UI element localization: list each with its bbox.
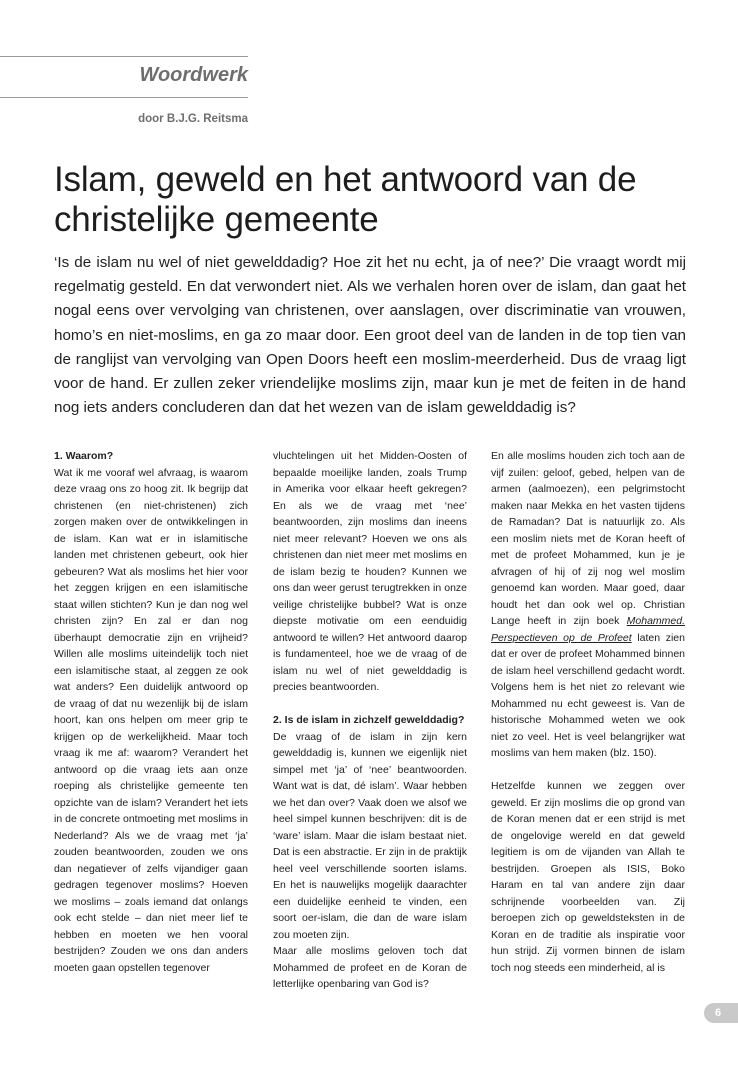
article-title: Islam, geweld en het antwoord van de christelijke gemeente: [54, 160, 637, 239]
body-paragraph: [491, 448, 685, 762]
body-paragraph: vluchtelingen uit het Midden-Oosten of bepaalde moeilijke landen, zoals Trump in Amerika voor elkaar heeft gekregen? En als we de vraag met ‘nee’ beantwoorden, zijn moslims dan ineens niet meer relevant? Hoeven we ons als christenen dan niet meer met moslims en de islam bezig te houden? Kunnen we ons dan weer gerust terugtrekken in onze veilige christelijke bubbel? Wat is onze diepste motivatie om een eenduidig antwoord te willen? Het antwoord daarop is fundamenteel, hoe we de vraag of de islam nu wel of niet gewelddadig is precies beantwoorden.: [273, 450, 467, 693]
author-byline: door B.J.G. Reitsma: [138, 113, 248, 125]
header-rule-bottom: [0, 97, 248, 98]
section-heading-waarom: 1. Waarom?: [54, 450, 114, 462]
header-rule-top: [0, 56, 248, 57]
body-text: laten zien dat er over de profeet Mohammed binnen de islam heel verschillend gedacht wordt. Volgens hem is het niet zo relevant wie Mohammed nu echt geweest is. Van de historische Mohammed weten we ook niet zo veel. Het is veel belangrijker wat moslims van hem maken (blz. 150).: [491, 631, 685, 759]
page-number: 6: [704, 1003, 738, 1023]
body-paragraph: Maar alle moslims geloven toch dat Mohammed de profeet en de Koran de letterlijke openbaring van God is?: [273, 945, 467, 990]
text-column-2: [273, 448, 467, 993]
book-title: Mohammed. Perspectieven op de Profeet: [491, 615, 685, 644]
article-lead: ‘Is de islam nu wel of niet gewelddadig? Hoe zit het nu echt, ja of nee?’ Die vraagt wordt mij regelmatig gesteld. En dat verwondert niet. Als we verhalen horen over de islam, dan gaat het nogal eens over vervolging van christenen, over aanslagen, over discriminatie van vrouwen, homo’s en niet-moslims, en ga zo maar door. Een groot deel van de landen in de top tien van de ranglijst van vervolging van Open Doors heeft een moslim-meerderheid. Dus de vraag ligt voor de hand. Er zullen zeker vriendelijke moslims zijn, maar kun je met de feiten in de hand nog iets anders concluderen dan dat het wezen van de islam gewelddadig is?: [54, 254, 686, 417]
text-column-3: [491, 448, 685, 976]
section-label: Woordwerk: [139, 64, 248, 86]
text-column-1: [54, 448, 248, 976]
section-heading-gewelddadig: 2. Is de islam in zichzelf gewelddadig?: [273, 714, 465, 726]
body-paragraph: Hetzelfde kunnen we zeggen over geweld. Er zijn moslims die op grond van de Koran menen dat er een strijd is met de ongelovige wereld en dat geweld legitiem is om de vijanden van Allah te bestrijden. Groepen als ISIS, Boko Haram en tal van andere zijn daar schrijnende voorbeelden van. Zij beroepen zich op geweldsteksten in de Koran en de traditie als inspiratie voor hun strijd. Zij vormen binnen de islam toch nog steeds een minderheid, al is: [491, 780, 685, 974]
body-paragraph: Wat ik me vooraf wel afvraag, is waarom deze vraag ons zo hoog zit. Ik begrijp dat christenen (en niet-christenen) zich zorgen maken over de ontwikkelingen in de islam. Kan wat er in islamitische landen met christenen gebeurt, ook hier gebeuren? Wat als moslims het hier voor het zeggen krijgen en een islamitische staat willen stichten? Kun je dan nog wel christen zijn? En zal er dan nog überhaupt democratie zijn en vrijheid? Willen alle moslims uiteindelijk toch niet een islamitische staat, al zeggen ze ook wat anders? Een duidelijk antwoord op de vraag of dat nu wezenlijk bij de islam hoort, kan ons helpen om meer grip te krijgen op de werkelijkheid. Maar toch vraag ik me af: waarom? Verandert het antwoord op die vraag iets aan onze roeping als christelijke gemeente ten opzichte van de islam? Verandert het iets in de concrete ontmoeting met moslims in Nederland? Als we de vraag met ‘ja’ zouden beantwoorden, zouden we ons dan negatiever of zelfs vijandiger gaan gedragen tegenover moslims? Hoeven we moslims – zoals iemand dat onlangs ook echt stelde – dan niet meer lief te hebben en moeten we hen vooral bestrijden? Zouden we ons dan anders moeten gaan opstellen tegenover: [54, 466, 248, 974]
body-paragraph: De vraag of de islam in zijn kern gewelddadig is, kunnen we eigenlijk niet simpel met ‘ja’ of ‘nee’ beantwoorden. Want wat is dat, dé islam’. Waar hebben we het dan over? Vaak doen we alsof we heel simpel kunnen beschrijven: dit is de ‘ware’ islam. Maar die islam bestaat niet. Dat is een abstractie. Er zijn in de praktijk heel veel verschillende soorten islams. En het is nauwelijks mogelijk daarachter een duidelijke eenheid te vinden, een soort oer-islam, die dan de ware islam zou moeten zijn.: [273, 730, 467, 941]
body-text: En alle moslims houden zich toch aan de vijf zuilen: geloof, gebed, helpen van de armen (aalmoezen), een pelgrimstocht maken naar Mekka en het vasten tijdens de Ramadan? Dat is natuurlijk zo. Als een moslim niets met de Koran heeft of met de profeet Mohammed, kun je je afvragen of hij of zij nog wel moslim genoemd kan worden. Maar goed, daar houdt het dan ook wel op. Christian Lange heeft in zijn boek: [491, 450, 685, 627]
